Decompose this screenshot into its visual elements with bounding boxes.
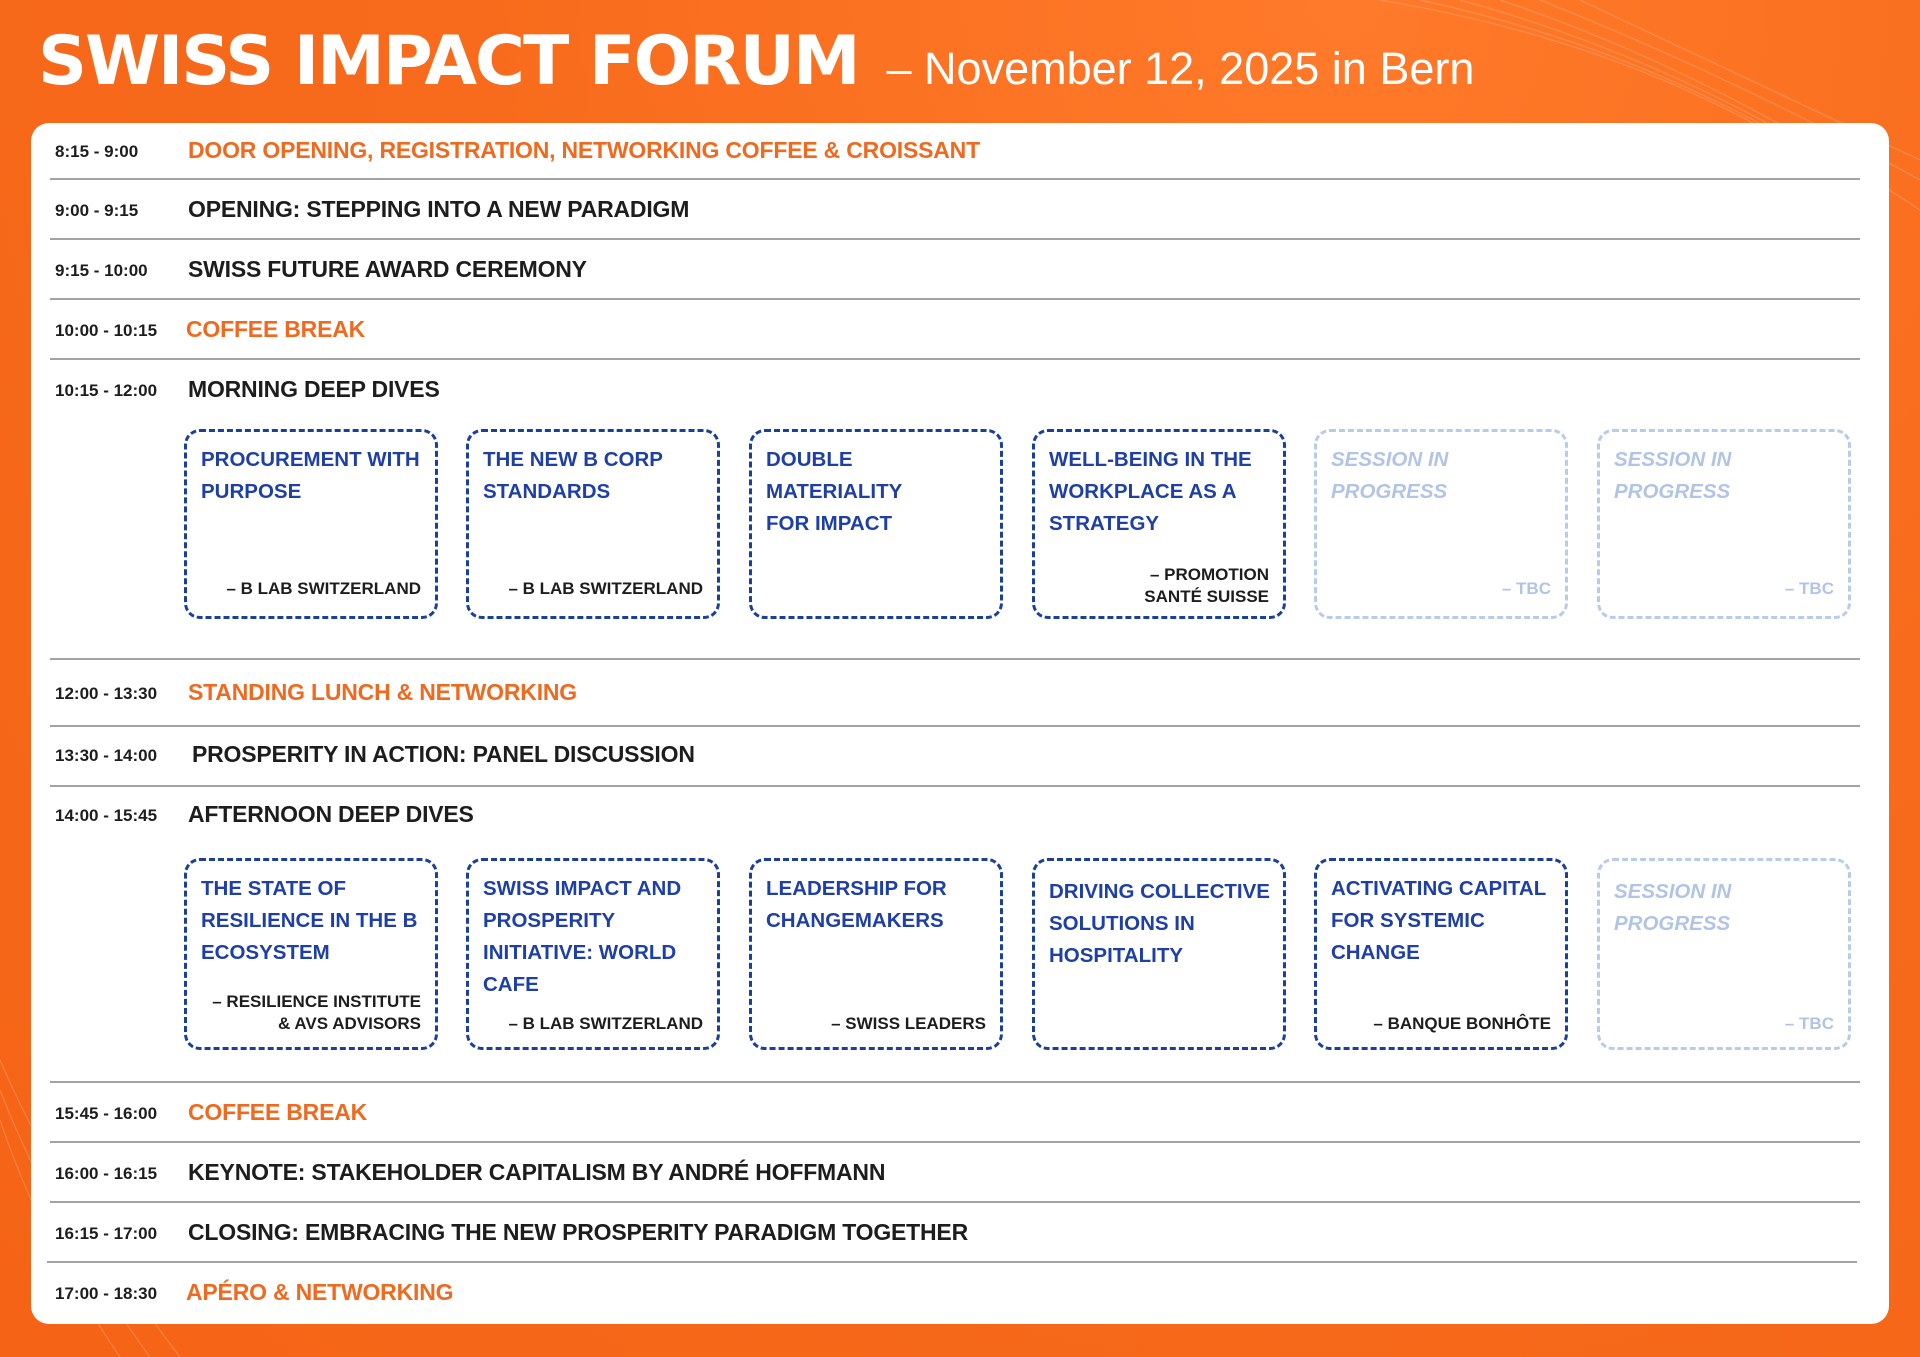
session-title: THE NEW B CORP STANDARDS (483, 448, 663, 503)
agenda-row (50, 679, 1860, 709)
divider (47, 1261, 1857, 1263)
session-organizer: – B LAB SWITZERLAND (508, 1014, 703, 1033)
time-slot: 8:15 - 9:00 (55, 142, 139, 161)
agenda-item: AFTERNOON DEEP DIVES (188, 801, 474, 827)
session-card-pending (1314, 429, 1568, 619)
session-organizer: – TBC (1784, 1014, 1834, 1033)
session-title: SESSION IN PROGRESS (1614, 880, 1732, 935)
time-slot: 10:15 - 12:00 (55, 381, 158, 400)
session-title: THE STATE OF RESILIENCE IN THE B ECOSYSTEM (201, 877, 418, 964)
agenda-row (50, 1219, 1860, 1249)
event-title: SWISS IMPACT FORUM (38, 22, 859, 101)
session-title: PROCUREMENT WITH PURPOSE (201, 448, 420, 503)
agenda-item: OPENING: STEPPING INTO A NEW PARADIGM (188, 196, 690, 222)
time-slot: 10:00 - 10:15 (55, 321, 158, 340)
divider (50, 238, 1860, 240)
time-slot: 17:00 - 18:30 (55, 1284, 158, 1303)
organizer-line: – RESILIENCE INSTITUTE (212, 992, 421, 1011)
agenda-row (50, 316, 1860, 346)
organizer-line: & AVS ADVISORS (278, 1014, 421, 1033)
session-organizer: – SWISS LEADERS (831, 1014, 986, 1033)
agenda-item: DOOR OPENING, REGISTRATION, NETWORKING COFFEE & CROISSANT (188, 137, 980, 163)
session-organizer: – BANQUE BONHÔTE (1373, 1014, 1551, 1033)
divider (50, 358, 1860, 360)
time-slot: 12:00 - 13:30 (55, 684, 158, 703)
session-card (184, 858, 438, 1050)
event-date-location: – November 12, 2025 in Bern (886, 43, 1475, 94)
agenda-item: CLOSING: EMBRACING THE NEW PROSPERITY PARADIGM TOGETHER (188, 1219, 968, 1245)
session-title: SESSION IN PROGRESS (1331, 448, 1449, 503)
session-organizer: – B LAB SWITZERLAND (226, 579, 421, 598)
time-slot: 9:15 - 10:00 (55, 261, 148, 280)
time-slot: 16:15 - 17:00 (55, 1224, 158, 1243)
agenda-row (50, 741, 1860, 771)
divider (50, 1081, 1860, 1083)
organizer-line: SANTÉ SUISSE (1144, 587, 1269, 606)
divider (50, 298, 1860, 300)
session-title: SWISS IMPACT AND PROSPERITY INITIATIVE: WORLD CAFE (483, 877, 682, 996)
agenda-item: COFFEE BREAK (186, 316, 366, 342)
agenda-row (50, 1279, 1860, 1309)
time-slot: 16:00 - 16:15 (55, 1164, 158, 1183)
session-card (466, 858, 720, 1050)
session-card (1032, 429, 1286, 619)
session-card (466, 429, 720, 619)
session-title: DRIVING COLLECTIVE SOLUTIONS IN HOSPITALITY (1049, 880, 1270, 967)
session-title: LEADERSHIP FOR CHANGEMAKERS (766, 877, 947, 932)
session-organizer (212, 991, 421, 1035)
session-card (184, 429, 438, 619)
divider (50, 725, 1860, 727)
agenda-item: KEYNOTE: STAKEHOLDER CAPITALISM BY ANDRÉ HOFFMANN (188, 1159, 886, 1185)
session-card-pending (1597, 429, 1851, 619)
divider (50, 785, 1860, 787)
session-card-pending (1597, 858, 1851, 1050)
session-title: ACTIVATING CAPITAL FOR SYSTEMIC CHANGE (1331, 877, 1546, 964)
agenda-row (50, 376, 1860, 406)
session-card (1032, 858, 1286, 1050)
divider (50, 1141, 1860, 1143)
session-organizer: – TBC (1501, 579, 1551, 598)
agenda-row (50, 196, 1860, 226)
agenda-item: STANDING LUNCH & NETWORKING (188, 679, 577, 705)
time-slot: 15:45 - 16:00 (55, 1104, 158, 1123)
organizer-line: – PROMOTION (1149, 565, 1269, 584)
agenda-row (50, 801, 1860, 831)
page-header (38, 22, 1474, 112)
time-slot: 9:00 - 9:15 (55, 201, 139, 220)
agenda-row (50, 1099, 1860, 1129)
agenda-card (31, 123, 1889, 1324)
session-card (749, 429, 1003, 619)
divider (50, 1201, 1860, 1203)
session-card (749, 858, 1003, 1050)
divider (50, 178, 1860, 180)
agenda-item: MORNING DEEP DIVES (188, 376, 440, 402)
time-slot: 13:30 - 14:00 (55, 746, 158, 765)
session-organizer: – B LAB SWITZERLAND (508, 579, 703, 598)
session-organizer: – TBC (1784, 579, 1834, 598)
agenda-item: COFFEE BREAK (188, 1099, 368, 1125)
session-title: WELL-BEING IN THE WORKPLACE AS A STRATEGY (1049, 448, 1252, 535)
agenda-row (50, 137, 1860, 167)
session-organizer (1144, 564, 1269, 608)
agenda-item: APÉRO & NETWORKING (186, 1279, 454, 1305)
session-title: DOUBLE MATERIALITY FOR IMPACT (766, 448, 902, 535)
agenda-item: SWISS FUTURE AWARD CEREMONY (188, 256, 587, 282)
divider (50, 658, 1860, 660)
session-title: SESSION IN PROGRESS (1614, 448, 1732, 503)
session-card (1314, 858, 1568, 1050)
agenda-row (50, 1159, 1860, 1189)
agenda-row (50, 256, 1860, 286)
time-slot: 14:00 - 15:45 (55, 806, 158, 825)
agenda-item: PROSPERITY IN ACTION: PANEL DISCUSSION (192, 741, 695, 767)
